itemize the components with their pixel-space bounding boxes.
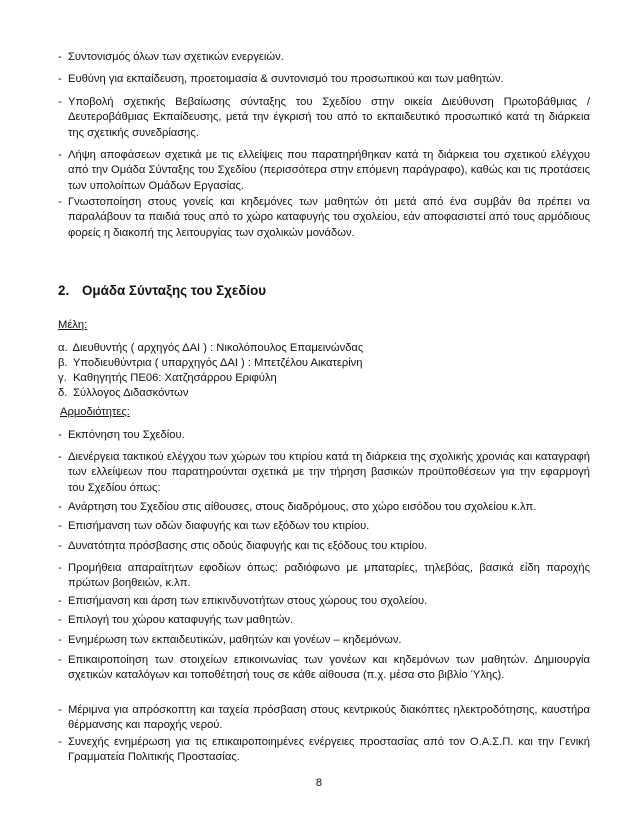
section-number: 2. [58,283,70,298]
members-label: Μέλη: [58,319,88,331]
bullet-dash: - [58,540,62,552]
duty-item: - Επισήμανση και άρση των επικινδυνοτήτων στους χώρους του σχολείου. [58,594,590,609]
bullet-dash: - [58,562,62,574]
section-heading [58,282,266,300]
duty-item: - Ανάρτηση του Σχεδίου στις αίθουσες, στους διαδρόμους, στο χώρο εισόδου του σχολείου κ.λπ. [58,500,590,515]
section-title: Ομάδα Σύνταξης του Σχεδίου [82,283,267,298]
bullet-dash: - [58,614,62,626]
member-item: β. Υποδιευθύντρια ( υπαρχηγός ΔΑΙ ) : Μπετζέλου Αικατερίνη [58,357,363,369]
bullet-dash: - [58,96,62,108]
duty-item: - Επικαιροποίηση των στοιχείων επικοινωνίας των γονέων και κηδεμόνων των μαθητών. Δημιουργία σχετικών καταλόγων και τοποθέτησή τους σε κάθε αίθουσα (π.χ. μέσα στο βιβλίο Ύλης). [58,654,590,682]
bullet-item: - Ευθύνη για εκπαίδευση, προετοιμασία & συντονισμό του προσωπικού και των μαθητών. [58,72,590,87]
member-item: γ. Καθηγητής ΠΕ06: Χατζησάρρου Εριφύλη [58,372,277,384]
bullet-dash: - [58,634,62,646]
bullet-item: - Συντονισμός όλων των σχετικών ενεργειών. [58,50,590,65]
duty-item: - Επισήμανση των οδών διαφυγής και των εξόδων του κτιρίου. [58,519,590,534]
duty-item: - Μέριμνα για απρόσκοπτη και ταχεία πρόσβαση στους κεντρικούς διακόπτες ηλεκτροδότησης, καυστήρα θέρμανσης και παροχής νερού. [58,704,590,732]
bullet-dash: - [58,736,62,748]
duty-item: - Προμήθεια απαραίτητων εφοδίων όπως: ραδιόφωνο με μπαταρίες, τηλεβόας, βασικά είδη παροχής πρώτων βοηθειών, κ.λπ. [58,562,590,590]
bullet-dash: - [58,595,62,607]
bullet-dash: - [58,149,62,161]
bullet-dash: - [58,501,62,513]
member-item: α. Διευθυντής ( αρχηγός ΔΑΙ ) : Νικολόπουλος Επαμεινώνδας [58,342,364,354]
bullet-item: - Υποβολή σχετικής Βεβαίωσης σύνταξης του Σχεδίου στην οικεία Διεύθυνση Πρωτοβάθμιας / Δευτεροβάθμιας Εκπαίδευσης, μετά την έγκρισή του από το εκπαιδευτικό προσωπικό κατά τη διάρκεια της σχετικής συνεδρίασης. [58,96,590,139]
bullet-dash: - [58,51,62,63]
duty-item: - Διενέργεια τακτικού ελέγχου των χώρων του κτιρίου κατά τη διάρκεια της σχολικής χρονιάς και καταγραφή των ελλείψεων που παρατηρούνται σχετικά με την τήρηση βασικών προϋποθέσεων για την εφαρμογή του Σχεδίου όπως: [58,451,590,494]
duty-item: - Ενημέρωση των εκπαιδευτικών, μαθητών και γονέων – κηδεμόνων. [58,633,590,648]
bullet-dash: - [58,73,62,85]
duties-label: Αρμοδιότητες: [60,406,130,418]
bullet-dash: - [58,196,62,208]
duty-item: - Συνεχής ενημέρωση για τις επικαιροποιημένες ενέργειες προστασίας από τον Ο.Α.Σ.Π. και την Γενική Γραμματεία Πολιτικής Προστασίας. [58,736,590,764]
bullet-item: - Γνωστοποίηση στους γονείς και κηδεμόνες των μαθητών ότι μετά από ένα συμβάν θα πρέπει να παραλάβουν τα παιδιά τους από το χώρο καταφυγής του σχολείου, εάν αποφασιστεί από τους αρμόδιους φορείς η διακοπή της λειτουργίας των σχολικών μονάδων. [58,196,590,239]
duty-item: - Επιλογή του χώρου καταφυγής των μαθητών. [58,613,590,628]
duty-item: - Δυνατότητα πρόσβασης στις οδούς διαφυγής και τις εξόδους του κτιρίου. [58,539,590,554]
bullet-dash: - [58,429,62,441]
bullet-dash: - [58,654,62,666]
bullet-item: - Λήψη αποφάσεων σχετικά με τις ελλείψεις που παρατηρήθηκαν κατά τη διάρκεια του σχετικού ελέγχου από την Ομάδα Σύνταξης του Σχεδίου (περισσότερα στην επόμενη παράγραφο), καθώς και τις προτάσεις των υπολοίπων Ομάδων Εργασίας. [58,149,590,192]
bullet-dash: - [58,520,62,532]
member-item: δ. Σύλλογος Διδασκόντων [58,387,189,399]
page-number: 8 [315,777,323,789]
bullet-dash: - [58,451,62,463]
bullet-dash: - [58,704,62,716]
duty-item: - Εκπόνηση του Σχεδίου. [58,428,590,443]
